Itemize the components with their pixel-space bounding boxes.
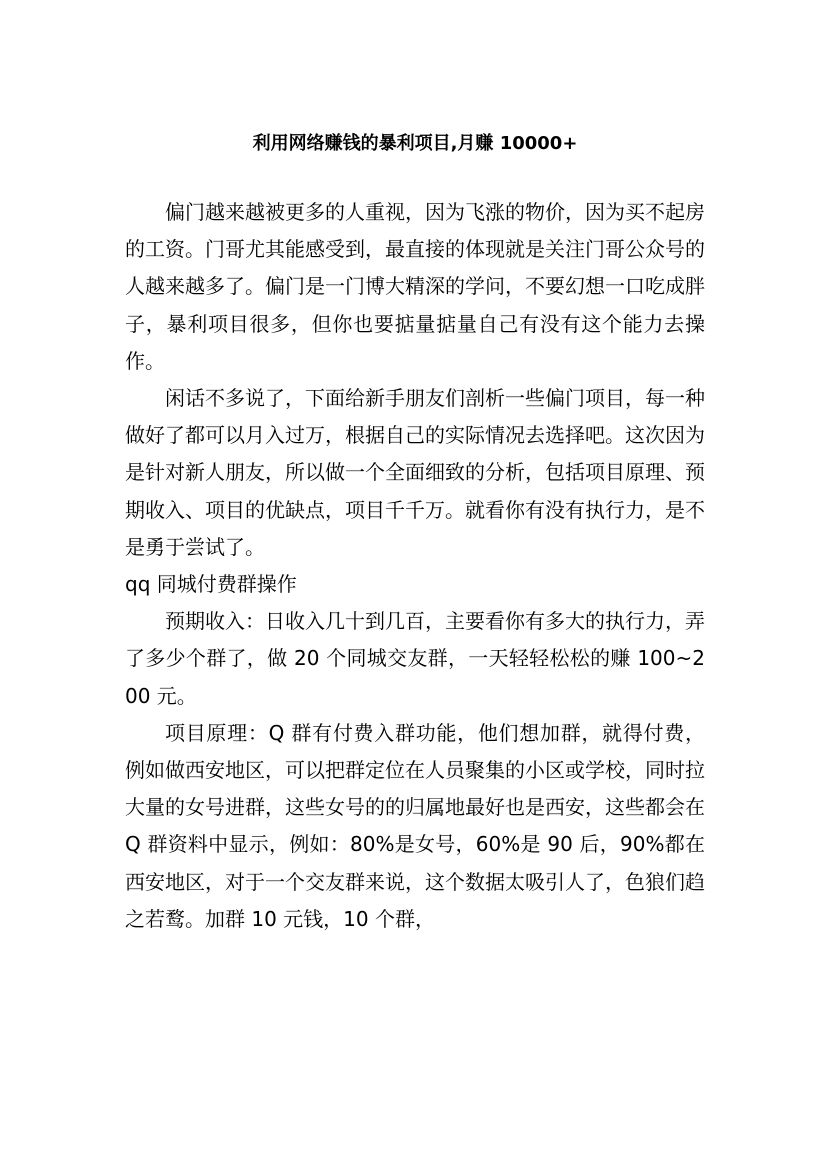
- document-title: 利用网络赚钱的暴利项目,月赚 10000+: [252, 133, 578, 154]
- overview-paragraph: 闲话不多说了，下面给新手朋友们剖析一些偏门项目，每一种做好了都可以月入过万，根据自己的实际情况去选择吧。这次因为是针对新人朋友，所以做一个全面细致的分析，包括项目原理、预期收入、项目的优缺点，项目千千万。就看你有没有执行力，是不是勇于尝试了。: [125, 386, 705, 559]
- section-heading: qq 同城付费群操作: [125, 572, 297, 597]
- document-body: [125, 124, 705, 938]
- project-principle-paragraph: 项目原理：Q 群有付费入群功能，他们想加群，就得付费，例如做西安地区，可以把群定位在人员聚集的小区或学校，同时拉大量的女号进群，这些女号的的归属地最好也是西安，这些都会在 Q 群资料中显示，例如：80%是女号，60%是 90 后，90%都在西安地区，对于一个交友群来说，这个数据太吸引人了，色狼们趋之若鹜。加群 10 元钱，10 个群，: [125, 720, 705, 931]
- intro-paragraph: 偏门越来越被更多的人重视，因为飞涨的物价，因为买不起房的工资。门哥尤其能感受到，最直接的体现就是关注门哥公众号的人越来越多了。偏门是一门博大精深的学问，不要幻想一口吃成胖子，暴利项目很多，但你也要掂量掂量自己有没有这个能力去操作。: [125, 200, 705, 373]
- expected-income-paragraph: 预期收入：日收入几十到几百，主要看你有多大的执行力，弄了多少个群了，做 20 个同城交友群，一天轻轻松松的赚 100~200 元。: [125, 609, 705, 708]
- title-spacer: [125, 164, 705, 194]
